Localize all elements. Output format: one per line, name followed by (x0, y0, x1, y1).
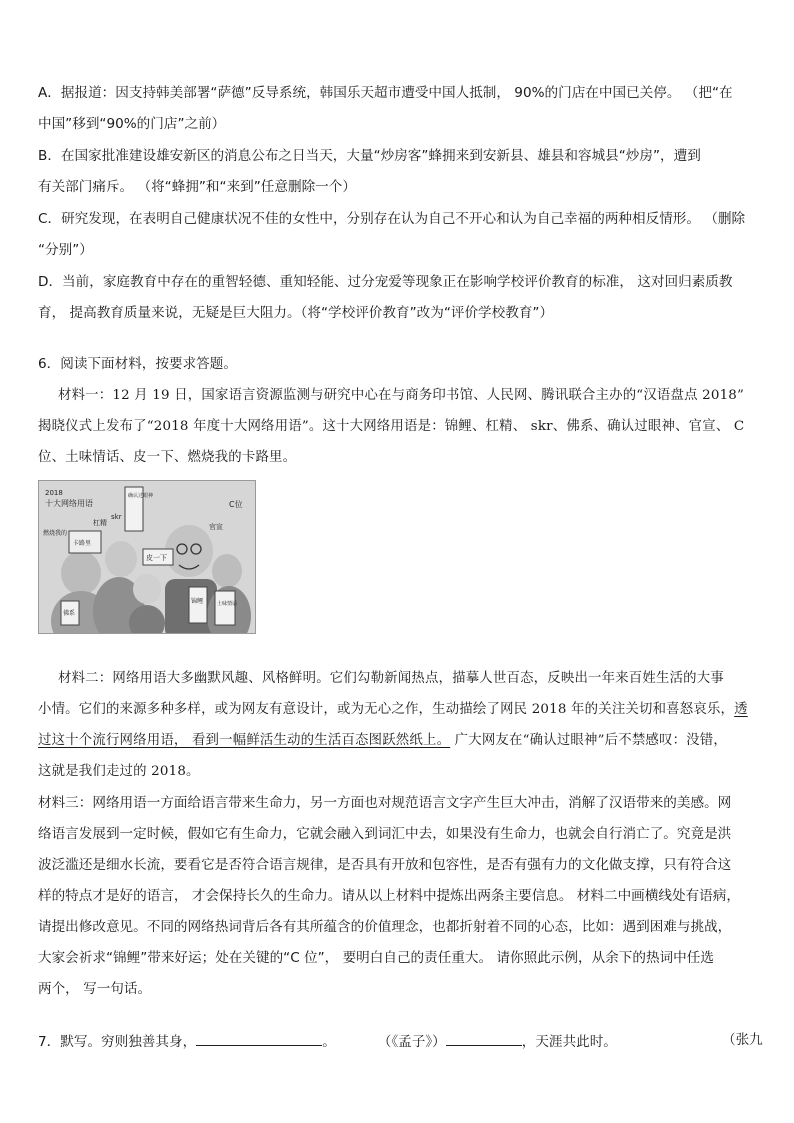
q7-blank-2[interactable] (446, 1031, 522, 1046)
cartoon-title-label: 十大网络用语 (45, 499, 93, 508)
q6-stem: 6．阅读下面材料，按要求答题。 (38, 356, 237, 372)
cartoon-sign-calorie: 卡路里 (73, 540, 92, 547)
cartoon-illustration (38, 480, 256, 634)
cartoon-sign-tuwei: 土味情话 (217, 601, 238, 607)
q6-material2-underlined-start: 透 (734, 702, 748, 717)
q5-option-a-line1: A．据报道：因支持韩美部署“萨德”反导系统，韩国乐天超市遭受中国人抵制， 90%的门店在中国已关停。 （把“在 (38, 85, 733, 101)
q7-line (38, 1031, 617, 1051)
q5-option-b-line2: 有关部门痛斥。 （将“蜂拥”和“来到”任意删除一个） (38, 179, 356, 195)
cartoon-c-position-label: C位 (229, 500, 243, 509)
cartoon-year-label: 2018 (45, 489, 63, 497)
q7-source-zhang: （张九 (722, 1032, 763, 1048)
q6-material3-line4: 样的特点才是好的语言， 才会保持长久的生命力。请从以上材料中提炼出两条主要信息。 材料二中画横线处有语病， (38, 888, 740, 904)
q6-material2-line1: 材料二：网络用语大多幽默风趣、风格鲜明。它们勾勒新闻热点，描摹人世百态，反映出一年来百姓生活的大事 (58, 671, 724, 686)
q5-option-c-line2: “分别”） (38, 242, 93, 258)
q6-material2-line2-text: 小情。它们的来源多种多样，或为网友有意设计，或为无心之作，生动描绘了网民 2018 年的关注关切和喜怒哀乐， (38, 702, 735, 717)
q6-material2-line2 (38, 701, 748, 719)
q6-material1-line3: 位、土味情话、皮一下、燃烧我的卡路里。 (38, 450, 297, 465)
cartoon-sign-foxi: 佛系 (63, 610, 76, 617)
cartoon-sign-gangjing: 杠精 (93, 519, 107, 527)
q6-material2-underlined-sentence: 过这十个流行网络用语， 看到一幅鲜活生动的生活百态图跃然纸上。 (38, 733, 451, 748)
cartoon-sign-burn: 燃烧我的 (43, 530, 68, 537)
q6-material3-line5: 请提出修改意见。不同的网络热词背后各有其所蕴含的价值理念，也都折射着不同的心态，比如：遇到困难与挑战， (38, 919, 732, 935)
q5-option-c-line1: C．研究发现，在表明自己健康状况不佳的女性中，分别存在认为自己不开心和认为自己幸福的两种相反情形。 （删除 (38, 211, 746, 227)
q6-material2-line4: 这就是我们走过的 2018。 (38, 764, 200, 779)
cartoon-sign-guanxuan: 官宣 (209, 523, 223, 531)
q6-material1-line2: 揭晓仪式上发布了“2018 年度十大网络用语”。这十大网络用语是：锦鲤、杠精、 skr、佛系、确认过眼神、官宣、 C (38, 419, 745, 434)
cartoon-sign-jinli: 锦鲤 (191, 598, 204, 605)
cartoon-figures-graphic (39, 481, 255, 633)
cartoon-sign-piyixia: 皮一下 (146, 554, 167, 562)
q6-material3-line3: 波泛滥还是细水长流，要看它是否符合语言规律，是否具有开放和包容性，是否有强有力的文化做支撑，只有符合这 (38, 857, 732, 873)
cartoon-sign-skr: skr (111, 513, 122, 521)
q6-material2-line3-text: 广大网友在“确认过眼神”后不禁感叹：没错， (450, 733, 727, 748)
q6-material3-line6: 大家会祈求“锦鲤”带来好运；处在关键的“C 位”， 要明白自己的责任重大。 请你照此示例，从余下的热词中任选 (38, 950, 714, 966)
q6-material3-line1: 材料三：网络用语一方面给语言带来生命力，另一方面也对规范语言文字产生巨大冲击，消解了汉语带来的美感。网 (38, 795, 732, 811)
q6-material3-line2: 络语言发展到一定时候，假如它有生命力，它就会融入到词汇中去，如果没有生命力，也就会自行消亡了。究竟是洪 (38, 826, 732, 842)
q7-blank-1[interactable] (196, 1031, 322, 1046)
q5-option-b-line1: B．在国家批准建设雄安新区的消息公布之日当天，大量“炒房客”蜂拥来到安新县、雄县和容城县“炒房”，遭到 (38, 148, 701, 164)
q6-material2-line3 (38, 732, 727, 750)
q5-option-d-line2: 育， 提高教育质量来说，无疑是巨大阻力。（将“学校评价教育”改为“评价学校教育”） (38, 305, 554, 321)
q6-material1-line1: 材料一：12 月 19 日，国家语言资源监测与研究中心在与商务印书馆、人民网、腾讯联合主办的“汉语盘点 2018” (58, 388, 745, 403)
q7-source-mencius: （《孟子》） (377, 1034, 446, 1050)
cartoon-sign-eyes: 确认过眼神 (128, 493, 154, 499)
q7-verse-tail: ，天涯共此时。 (521, 1034, 617, 1050)
q6-material3-line7: 两个， 写一句话。 (38, 981, 152, 997)
q5-option-a-line2: 中国”移到“90%的门店”之前） (38, 116, 226, 132)
q7-punct-1: 。 (322, 1034, 336, 1050)
q5-option-d-line1: D．当前，家庭教育中存在的重智轻德、重知轻能、过分宠爱等现象正在影响学校评价教育的标准， 这对回归素质教 (38, 274, 733, 290)
q7-prefix: 7．默写。穷则独善其身， (38, 1034, 197, 1050)
